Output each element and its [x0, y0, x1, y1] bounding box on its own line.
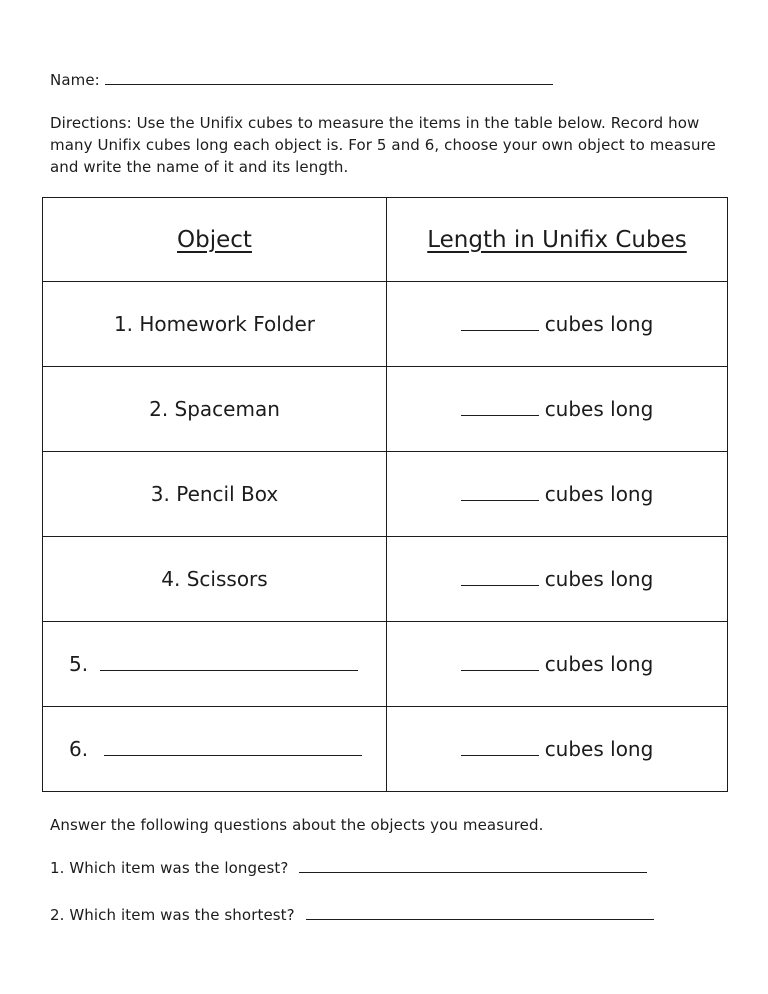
- length-unit: cubes long: [544, 397, 654, 421]
- length-cell: [387, 537, 728, 622]
- length-unit: cubes long: [544, 567, 654, 591]
- measurement-table: [42, 197, 728, 792]
- length-unit: cubes long: [544, 652, 654, 676]
- object-cell: 2. Spaceman: [43, 367, 387, 452]
- length-unit: cubes long: [544, 737, 654, 761]
- directions-text: Directions: Use the Unifix cubes to measure the items in the table below. Record how many Unifix cubes long each object is. For 5 and 6, choose your own object to measure and write the name of it and its length.: [50, 114, 716, 176]
- table-row: [43, 282, 728, 367]
- object-cell: [43, 707, 387, 792]
- length-blank[interactable]: [461, 567, 539, 586]
- table-row: [43, 452, 728, 537]
- length-blank[interactable]: [461, 482, 539, 501]
- length-unit: cubes long: [544, 482, 654, 506]
- table-row: [43, 707, 728, 792]
- length-blank[interactable]: [461, 737, 539, 756]
- length-blank[interactable]: [461, 312, 539, 331]
- header-object: Object: [43, 198, 387, 282]
- question-2: [50, 905, 654, 924]
- object-number: 5.: [69, 652, 89, 676]
- object-name-blank[interactable]: [100, 652, 358, 671]
- question-1-text: 1. Which item was the longest?: [50, 859, 289, 877]
- question-2-answer-line[interactable]: [306, 905, 654, 920]
- length-unit: cubes long: [544, 312, 654, 336]
- questions-intro: Answer the following questions about the objects you measured.: [50, 816, 544, 834]
- table-row: [43, 537, 728, 622]
- object-cell: [43, 622, 387, 707]
- header-length: Length in Unifix Cubes: [387, 198, 728, 282]
- length-cell: [387, 622, 728, 707]
- object-cell: 4. Scissors: [43, 537, 387, 622]
- object-cell: 3. Pencil Box: [43, 452, 387, 537]
- length-cell: [387, 707, 728, 792]
- question-1-answer-line[interactable]: [299, 858, 647, 873]
- table-row: [43, 367, 728, 452]
- object-cell: 1. Homework Folder: [43, 282, 387, 367]
- length-blank[interactable]: [461, 652, 539, 671]
- table-header-row: [43, 198, 728, 282]
- object-name-blank[interactable]: [104, 737, 362, 756]
- length-cell: [387, 282, 728, 367]
- question-2-text: 2. Which item was the shortest?: [50, 906, 295, 924]
- table-row: [43, 622, 728, 707]
- name-field: [50, 70, 553, 89]
- name-label: Name:: [50, 71, 100, 89]
- length-blank[interactable]: [461, 397, 539, 416]
- length-cell: [387, 452, 728, 537]
- name-input-line[interactable]: [105, 70, 553, 85]
- question-1: [50, 858, 647, 877]
- object-number: 6.: [69, 737, 89, 761]
- length-cell: [387, 367, 728, 452]
